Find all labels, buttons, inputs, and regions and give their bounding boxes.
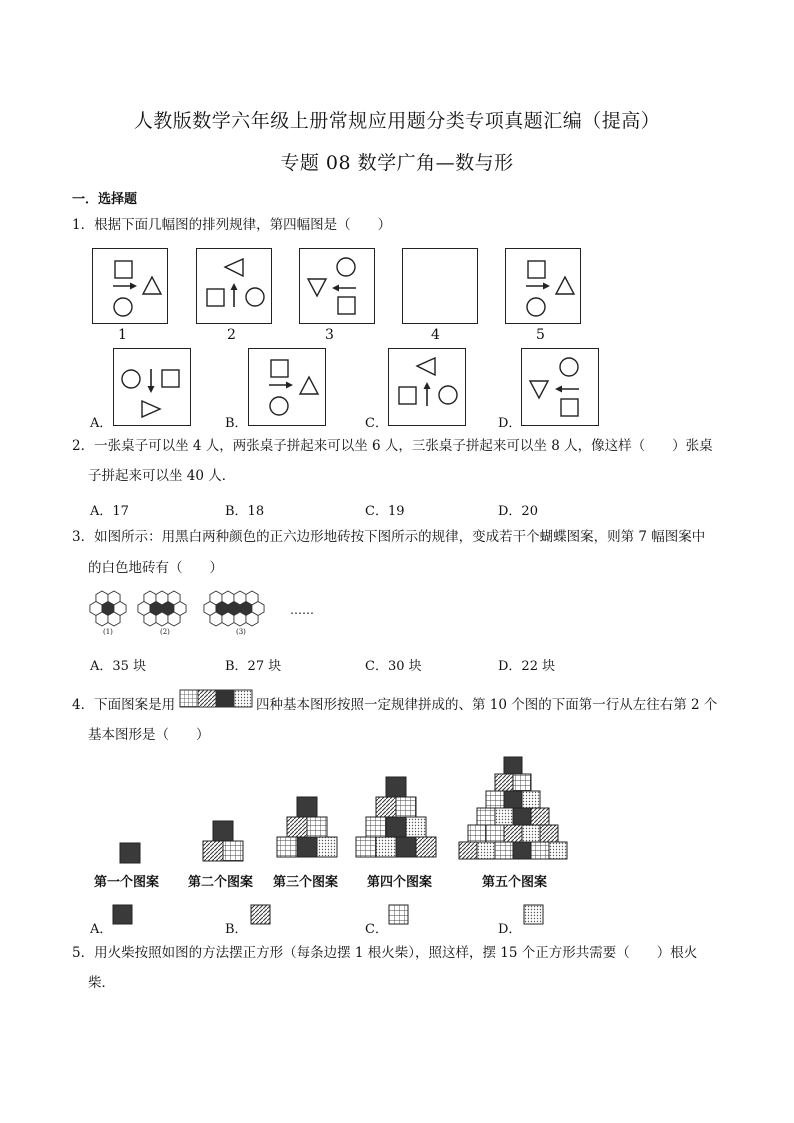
q1-option-a-label[interactable]: A． [90,416,113,431]
hex-label-3: (3) [236,628,246,636]
hex-ellipsis: …… [290,603,314,617]
pattern-caption-3: 第三个图案 [273,875,339,890]
q2-option-d[interactable]: D．20 [498,504,538,519]
question-3-line-2: 的白色地砖有（ ） [88,560,223,576]
q1-figure-2 [196,248,272,324]
hexagon-figure-1 [90,591,126,626]
q1-figure-5 [505,248,581,324]
basic-shapes-strip [180,690,253,707]
question-4-line-2: 基本图形是（ ） [88,727,210,743]
q3-option-a[interactable]: A．35 块 [90,659,147,674]
pyramid-patterns-figure [90,755,580,885]
pattern-caption-4: 第四个图案 [367,875,433,890]
page-subtitle: 专题 08 数学广角—数与形 [280,152,514,174]
q1-label-3: 3 [325,327,334,343]
q1-option-d-label[interactable]: D． [498,416,522,431]
pattern-caption-2: 第二个图案 [188,875,254,890]
q4-option-a-label[interactable]: A． [90,922,113,937]
q4-option-c-label[interactable]: C． [365,922,388,937]
section-heading: 一．选择题 [72,192,138,207]
q1-option-a-shapes [114,349,190,425]
q4-option-a-dark-square[interactable] [113,905,133,925]
hex-label-2: (2) [160,628,170,636]
q1-option-b-label[interactable]: B． [225,416,248,431]
q1-label-1: 1 [118,327,127,343]
q2-option-c[interactable]: C．19 [365,504,405,519]
q1-option-b-figure[interactable] [248,348,326,426]
q3-option-d[interactable]: D．22 块 [498,659,556,674]
q2-option-a[interactable]: A．17 [90,504,129,519]
question-4-line-1b: 四种基本图形按照一定规律拼成的、第 10 个图的下面第一行从左往右第 2 个 [256,697,718,713]
q1-option-a-figure[interactable] [113,348,191,426]
question-4-line-1a: 4．下面图案是用 [72,697,176,713]
q1-figure-4-blank [402,248,478,324]
hexagon-butterfly-figure [90,590,300,640]
hexagon-figure-2 [138,591,186,626]
q4-option-d-label[interactable]: D． [498,922,522,937]
question-2-line-2: 子拼起来可以坐 40 人． [88,468,236,484]
question-2-line-1: 2．一张桌子可以坐 4 人，两张桌子拼起来可以坐 6 人，三张桌子拼起来可以坐 8 人，像这样（ ）张桌 [72,438,713,454]
q1-option-c-figure[interactable] [388,348,466,426]
pattern-caption-5: 第五个图案 [482,875,548,890]
q3-option-c[interactable]: C．30 块 [365,659,422,674]
question-1-text: 1．根据下面几幅图的排列规律，第四幅图是（ ） [72,217,392,233]
q4-option-d-dotted-square[interactable] [524,905,544,925]
q4-option-c-grid-square[interactable] [389,905,409,925]
question-3-line-1: 3．如图所示：用黑白两种颜色的正六边形地砖按下图所示的规律，变成若干个蝴蝶图案，则第 7 幅图案中 [72,529,706,545]
q1-label-5: 5 [536,327,545,343]
q4-option-b-label[interactable]: B． [225,922,248,937]
q4-option-b-diagonal-square[interactable] [251,905,271,925]
q1-figure-3 [299,248,375,324]
question-5-line-2: 柴． [88,975,115,991]
q1-figure-1 [92,248,168,324]
q1-option-b-shapes [249,349,325,425]
q1-option-d-shapes [522,349,598,425]
page-title: 人教版数学六年级上册常规应用题分类专项真题汇编（提高） [133,110,661,132]
q1-figure-3-shapes [300,249,374,323]
question-5-line-1: 5．用火柴按照如图的方法摆正方形（每条边摆 1 根火柴），照这样，摆 15 个正方形共需要（ ）根火 [72,945,698,961]
q1-option-c-shapes [389,349,465,425]
q1-label-4: 4 [431,327,440,343]
pattern-caption-1: 第一个图案 [94,875,160,890]
q1-figure-5-shapes [506,249,580,323]
q1-option-c-label[interactable]: C． [365,416,388,431]
hexagon-figure-3 [204,591,264,626]
q1-figure-2-shapes [197,249,271,323]
q1-option-d-figure[interactable] [521,348,599,426]
q1-label-2: 2 [227,327,236,343]
q3-option-b[interactable]: B．27 块 [225,659,282,674]
q2-option-b[interactable]: B．18 [225,504,265,519]
hex-label-1: (1) [103,628,113,636]
q1-figure-1-shapes [93,249,167,323]
